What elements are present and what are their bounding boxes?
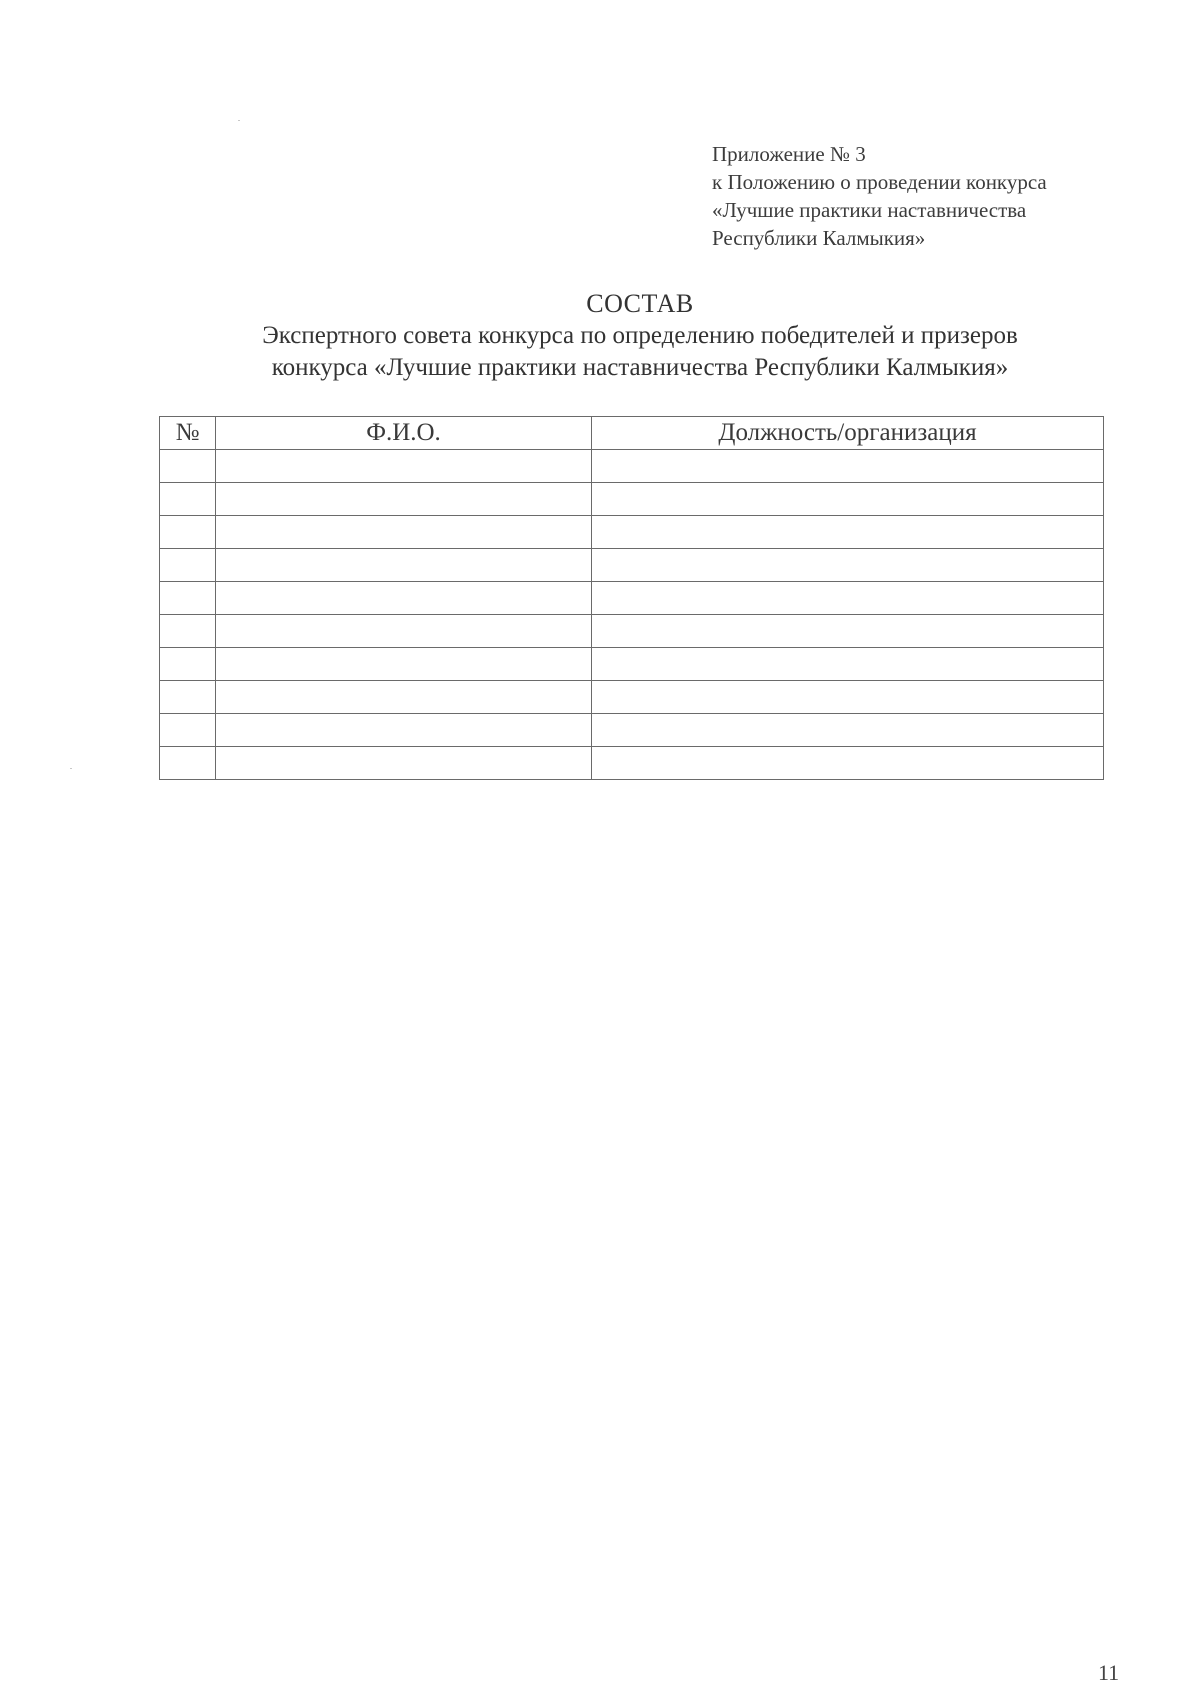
cell-number (160, 615, 216, 648)
table-row (160, 549, 1104, 582)
cell-full-name (216, 549, 592, 582)
scan-speck (238, 120, 240, 121)
cell-full-name (216, 483, 592, 516)
cell-number (160, 747, 216, 780)
column-header-position: Должность/организация (592, 417, 1104, 450)
appendix-note (712, 140, 1132, 252)
cell-position (592, 549, 1104, 582)
document-title: СОСТАВ (586, 289, 694, 318)
table-row (160, 582, 1104, 615)
column-header-full-name: Ф.И.О. (216, 417, 592, 450)
cell-position (592, 681, 1104, 714)
cell-full-name (216, 450, 592, 483)
cell-position (592, 747, 1104, 780)
document-subtitle-line: конкурса «Лучшие практики наставничества Республики Калмыкия» (271, 354, 1009, 381)
table-row (160, 615, 1104, 648)
page-number: 11 (1098, 1660, 1120, 1685)
scan-speck (70, 768, 72, 769)
cell-full-name (216, 747, 592, 780)
table-body (160, 450, 1104, 780)
table-row (160, 648, 1104, 681)
cell-full-name (216, 681, 592, 714)
cell-position (592, 615, 1104, 648)
cell-position (592, 483, 1104, 516)
cell-full-name (216, 582, 592, 615)
cell-number (160, 582, 216, 615)
column-header-number: № (160, 417, 216, 450)
appendix-line: Приложение № 3 (712, 142, 866, 166)
cell-position (592, 714, 1104, 747)
cell-full-name (216, 648, 592, 681)
composition-table (159, 416, 1104, 780)
table-row (160, 681, 1104, 714)
table-row (160, 516, 1104, 549)
cell-position (592, 582, 1104, 615)
cell-number (160, 681, 216, 714)
cell-full-name (216, 615, 592, 648)
table-row (160, 747, 1104, 780)
cell-number (160, 450, 216, 483)
cell-number (160, 483, 216, 516)
appendix-line: к Положению о проведении конкурса (712, 170, 1047, 194)
table-row (160, 450, 1104, 483)
appendix-line: Республики Калмыкия» (712, 226, 926, 250)
cell-position (592, 516, 1104, 549)
cell-number (160, 714, 216, 747)
cell-number (160, 516, 216, 549)
table-row (160, 714, 1104, 747)
cell-position (592, 648, 1104, 681)
appendix-line: «Лучшие практики наставничества (712, 198, 1027, 222)
cell-position (592, 450, 1104, 483)
table-header-row (160, 417, 1104, 450)
document-heading (150, 288, 1130, 384)
cell-number (160, 549, 216, 582)
table-row (160, 483, 1104, 516)
cell-number (160, 648, 216, 681)
cell-full-name (216, 714, 592, 747)
cell-full-name (216, 516, 592, 549)
document-subtitle-line: Экспертного совета конкурса по определению победителей и призеров (262, 322, 1018, 349)
